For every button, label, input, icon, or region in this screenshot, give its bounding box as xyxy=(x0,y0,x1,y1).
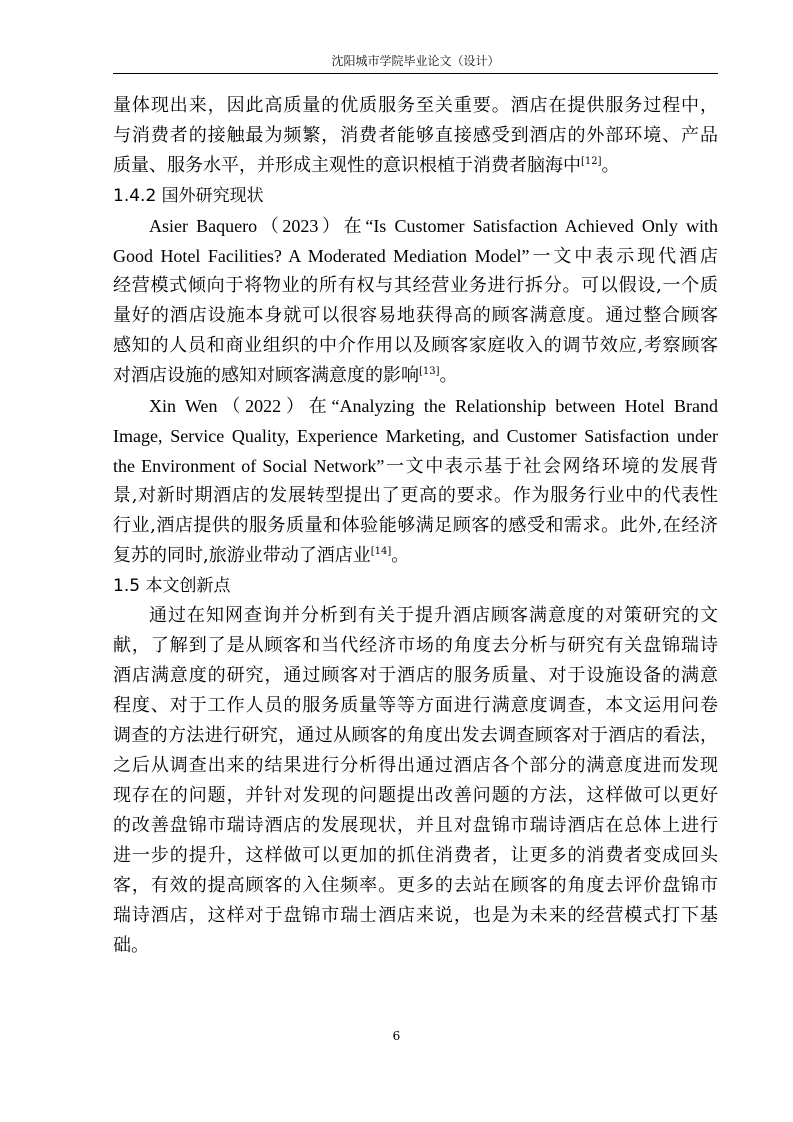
paragraph-line xyxy=(113,151,718,181)
paragraph-line: 客，有效的提高顾客的入住频率。更多的去站在顾客的角度去评价盘锦市 xyxy=(113,875,718,896)
paragraph xyxy=(113,211,718,391)
running-header: 沈阳城市学院毕业论文（设计） xyxy=(331,54,500,68)
paragraph-line: 量好的酒店设施本身就可以很容易地获得高的顾客满意度。通过整合顾客 xyxy=(113,305,718,326)
paragraph-line: 瑞诗酒店，这样对于盘锦市瑞士酒店来说，也是为未来的经营模式打下基 xyxy=(113,905,718,926)
paragraph-line: 进一步的提升，这样做可以更加的抓住消费者，让更多的消费者变成回头 xyxy=(113,845,718,866)
line-end: 。 xyxy=(601,155,620,176)
section-heading-1-4-2: 1.4.2 国外研究现状 xyxy=(113,186,264,206)
paragraph-line: 现存在的问题，并针对发现的问题提出改善问题的方法，这样做可以更好 xyxy=(113,785,718,806)
line-text: 对酒店设施的感知对顾客满意度的影响 xyxy=(113,365,419,386)
paragraph-line: Good Hotel Facilities? A Moderated Mediation Model”一文中表示现代酒店 xyxy=(113,246,718,266)
paragraph-line: 量体现出来，因此高质量的优质服务至关重要。酒店在提供服务过程中， xyxy=(113,95,718,116)
paragraph-line: 础。 xyxy=(113,935,149,956)
paragraph-line: Xin Wen（2022）在“Analyzing the Relationship between Hotel Brand xyxy=(149,396,718,416)
paragraph-line: 之后从调查出来的结果进行分析得出通过酒店各个部分的满意度进而发现 xyxy=(113,755,718,776)
paragraph-line: 行业,酒店提供的服务质量和体验能够满足顾客的感受和需求。此外,在经济 xyxy=(113,515,718,536)
page-number: 6 xyxy=(392,1029,401,1043)
paragraph-line: Asier Baquero（2023）在“Is Customer Satisfaction Achieved Only with xyxy=(149,216,718,236)
page-body xyxy=(113,91,718,961)
paragraph-line xyxy=(113,541,718,571)
paragraph-line: 程度、对于工作人员的服务质量等等方面进行满意度调查，本文运用问卷 xyxy=(113,695,718,716)
citation-marker: [13] xyxy=(419,366,440,377)
paragraph-line: Image, Service Quality, Experience Marketing, and Customer Satisfaction under xyxy=(113,426,718,446)
citation-marker: [14] xyxy=(370,546,392,557)
line-text: 质量、服务水平，并形成主观性的意识根植于消费者脑海中 xyxy=(113,155,581,176)
header-divider xyxy=(113,73,718,74)
line-end: 。 xyxy=(391,545,410,566)
paragraph-line: 与消费者的接触最为频繁，消费者能够直接感受到酒店的外部环境、产品 xyxy=(113,125,718,146)
paragraph-line: 景,对新时期酒店的发展转型提出了更高的要求。作为服务行业中的代表性 xyxy=(113,485,718,506)
paragraph xyxy=(113,391,718,571)
paragraph-line: the Environment of Social Network”一文中表示基于社会网络环境的发展背 xyxy=(113,456,718,476)
paragraph-line: 的改善盘锦市瑞诗酒店的发展现状，并且对盘锦市瑞诗酒店在总体上进行 xyxy=(113,815,718,836)
paragraph-line: 调查的方法进行研究，通过从顾客的角度出发去调查顾客对于酒店的看法， xyxy=(113,725,718,746)
section-heading-1-5: 1.5 本文创新点 xyxy=(113,576,231,596)
paragraph-line: 感知的人员和商业组织的中介作用以及顾客家庭收入的调节效应,考察顾客 xyxy=(113,335,718,356)
paragraph-line: 酒店满意度的研究，通过顾客对于酒店的服务质量、对于设施设备的满意 xyxy=(113,665,718,686)
paragraph xyxy=(113,601,718,961)
paragraph-line xyxy=(113,361,718,391)
line-text: 复苏的同时,旅游业带动了酒店业 xyxy=(113,545,371,566)
line-end: 。 xyxy=(439,365,458,386)
paragraph-line: 经营模式倾向于将物业的所有权与其经营业务进行拆分。可以假设,一个质 xyxy=(113,275,718,296)
citation-marker: [12] xyxy=(581,156,602,167)
paragraph-line: 献，了解到了是从顾客和当代经济市场的角度去分析与研究有关盘锦瑞诗 xyxy=(113,635,718,656)
paragraph-line: 通过在知网查询并分析到有关于提升酒店顾客满意度的对策研究的文 xyxy=(149,605,718,626)
paragraph xyxy=(113,91,718,181)
